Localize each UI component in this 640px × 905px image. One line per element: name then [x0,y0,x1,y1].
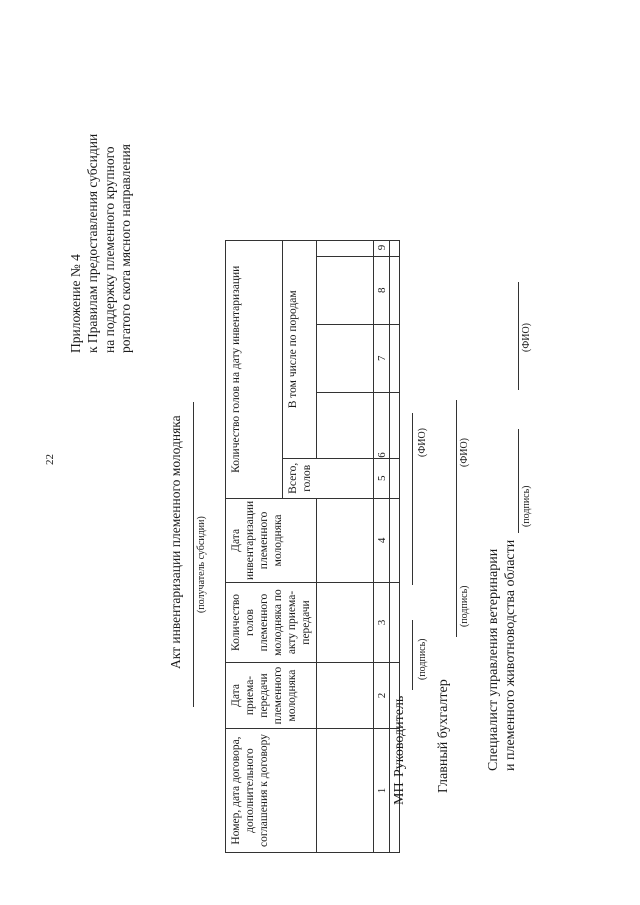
column-number: 5 [374,458,390,498]
head-label: Руководитель [392,695,407,777]
sign-caption: (подпись) [459,585,470,627]
header-total: Всего, голов [283,458,374,498]
accountant-sign-line [456,547,457,637]
header-contract: Номер, дата договора, дополнительного соглашения к договору [226,729,317,853]
inventory-table [225,240,400,853]
column-number: 4 [374,498,390,582]
sign-caption: (подпись) [521,485,532,527]
column-number: 1 [374,729,390,853]
appendix-line: рогатого скота мясного направления [118,144,134,353]
recipient-line [193,402,194,707]
column-number: 8 [374,256,390,324]
appendix-line: Приложение № 4 [68,254,83,353]
name-caption: (ФИО) [521,322,532,352]
mp-label: МП [392,782,407,805]
appendix-line: к Правилам предоставления субсидии [84,133,100,353]
header-by-breed: В том числе по породам [283,240,317,458]
page-number: 22 [44,454,56,465]
document-title: Акт инвентаризации племенного молодняка [168,415,183,669]
column-number: 7 [374,324,390,392]
sign-caption: (подпись) [417,638,428,680]
column-number: 6 [374,392,390,458]
specialist-name-line [518,282,519,390]
specialist-label-line1: Специалист управления ветеринарии [486,548,501,771]
header-transfer-date: Дата приема-передачи племенного молодняка [226,663,317,729]
column-number: 9 [374,240,390,256]
appendix-note [68,134,135,353]
recipient-caption: (получатель субсидии) [196,516,207,613]
name-caption: (ФИО) [459,437,470,467]
name-caption: (ФИО) [417,427,428,457]
accountant-name-line [456,400,457,548]
specialist-sign-line [518,429,519,533]
header-inventory-date: Дата инвентаризации племенного молодняка [226,498,317,582]
header-head-count-by-act: Количество голов племенного молодняка по акту приема-передачи [226,583,317,663]
head-name-line [412,413,413,585]
header-count-group: Количество голов на дату инвентаризации [226,240,283,498]
accountant-label: Главный бухгалтер [436,679,451,793]
column-number: 3 [374,583,390,663]
head-sign-line [412,620,413,690]
specialist-label-line2: и племенного животноводства области [503,539,518,771]
appendix-line: на поддержку племенного крупного [101,146,117,353]
column-number: 2 [374,663,390,729]
